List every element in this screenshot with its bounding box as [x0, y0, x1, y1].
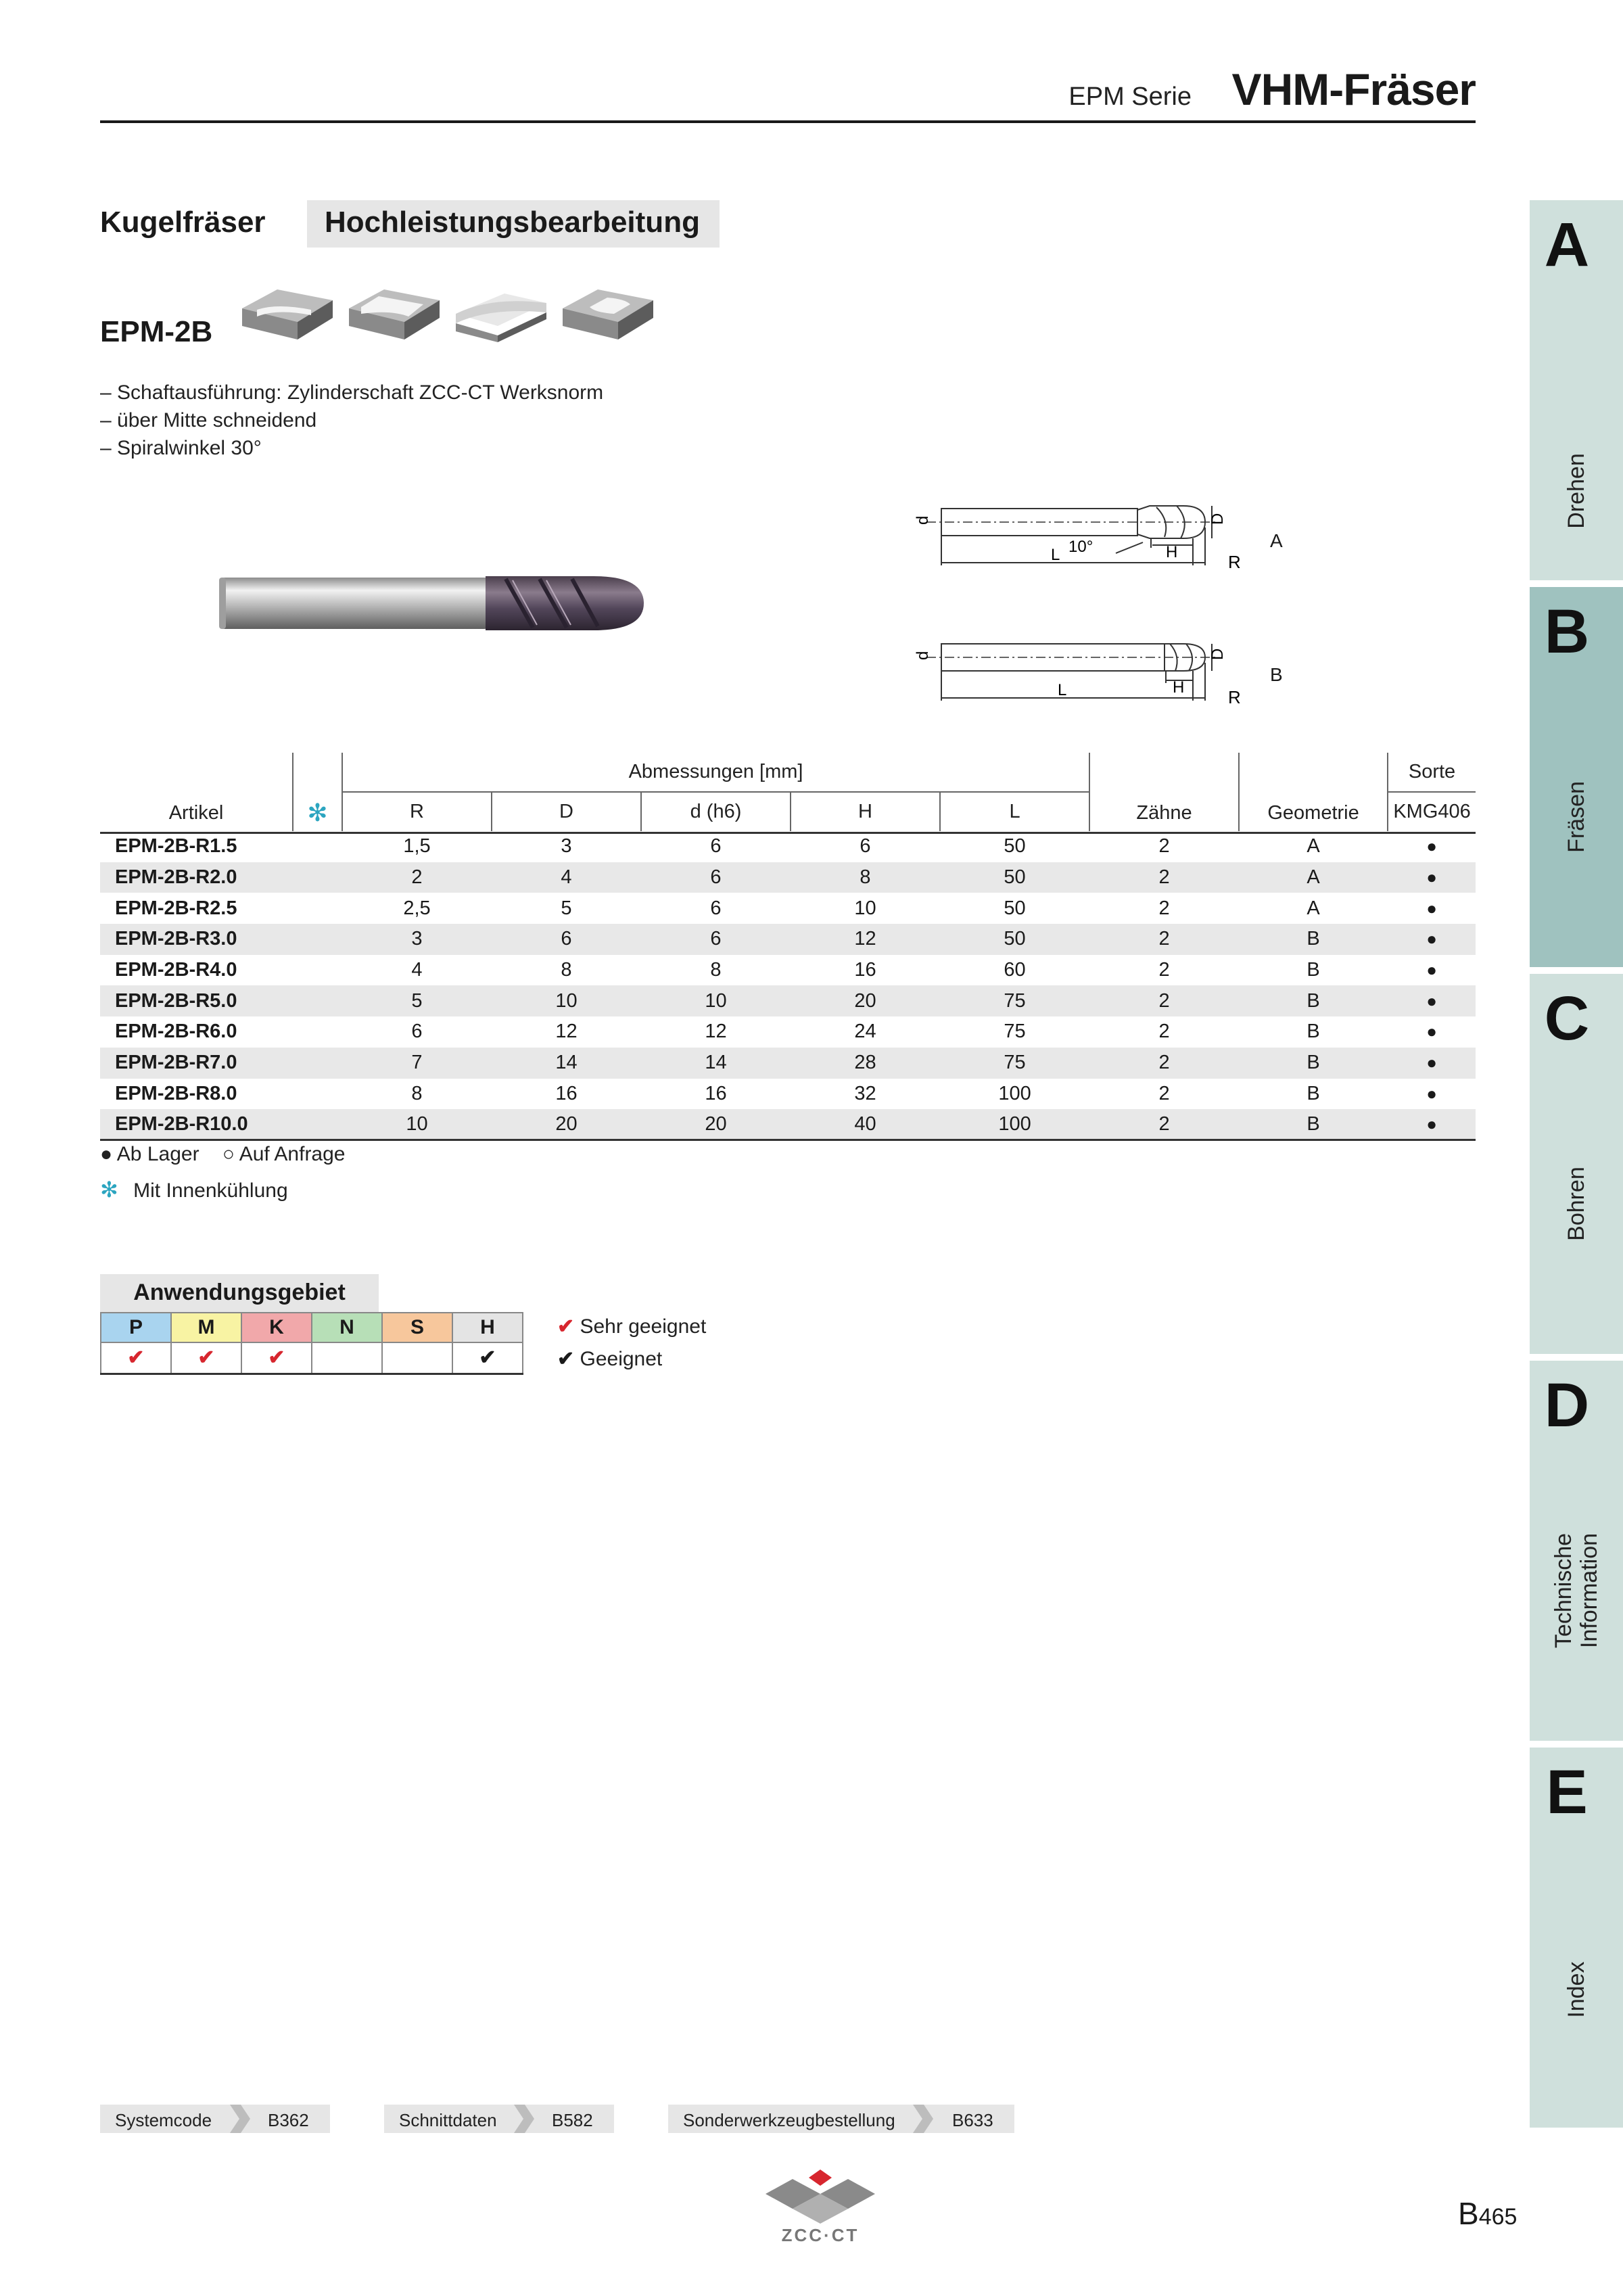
cell-geometry: B — [1239, 924, 1388, 955]
table-header-divider — [100, 832, 1476, 834]
cell-teeth: 2 — [1089, 924, 1239, 955]
cell-stock: ● — [1426, 1083, 1437, 1104]
cell-artikel: EPM-2B-R2.5 — [115, 897, 237, 919]
cell-artikel: EPM-2B-R8.0 — [115, 1082, 237, 1104]
table-row — [100, 955, 1476, 986]
cell-teeth: 2 — [1089, 985, 1239, 1016]
cell-D: 6 — [492, 924, 641, 955]
geometry-a-label: A — [1270, 530, 1283, 551]
article-table — [100, 753, 1476, 1141]
cell-stock: ● — [1388, 1048, 1476, 1079]
cell-teeth: 2 — [1158, 1082, 1170, 1104]
legend-cooling: Mit Innenkühlung — [133, 1179, 288, 1202]
application-table — [100, 1312, 523, 1375]
cell-artikel: EPM-2B-R4.0 — [115, 959, 237, 981]
cell-cooling — [293, 1109, 342, 1140]
col-header-artikel: Artikel — [168, 802, 224, 824]
cooling-icon: ✻ — [100, 1177, 118, 1202]
cell-d: 8 — [710, 959, 722, 981]
ball-end-mill-photo — [215, 563, 648, 644]
ref-page: B633 — [952, 2110, 993, 2130]
tab-label: Technische Information — [1551, 1532, 1602, 1649]
tab-technische-information[interactable] — [1530, 1361, 1623, 1741]
cell-cooling — [293, 985, 342, 1016]
cell-H: 40 — [791, 1109, 940, 1140]
legend-very-label: Sehr geeignet — [580, 1315, 707, 1338]
table-row — [100, 1048, 1476, 1079]
cell-cooling — [293, 1079, 342, 1110]
logo-text: ZCC·CT — [781, 2225, 860, 2245]
material-mark: ✔ — [452, 1342, 523, 1374]
cell-D: 14 — [492, 1048, 641, 1079]
material-group-p: P — [101, 1313, 171, 1342]
tab-letter: C — [1544, 984, 1590, 1053]
cell-D: 16 — [555, 1082, 578, 1104]
pocket-milling-icon — [557, 269, 659, 344]
material-group-h: H — [452, 1313, 523, 1342]
material-mark: ✔ — [241, 1342, 312, 1374]
page-title: VHM-Fräser — [1231, 64, 1476, 114]
table-row — [100, 1016, 1476, 1048]
cell-H: 8 — [791, 862, 940, 893]
cell-stock: ● — [1426, 836, 1437, 857]
table-row — [100, 1079, 1476, 1110]
dim-d-label: d — [914, 651, 932, 660]
angle-label: 10° — [1068, 538, 1093, 556]
cell-stock: ● — [1388, 862, 1476, 893]
cell-D: 12 — [555, 1021, 578, 1043]
dim-D-label: D — [1208, 513, 1227, 525]
slot-milling-icon — [237, 269, 338, 344]
material-group-s: S — [382, 1313, 452, 1342]
cell-geometry: B — [1307, 959, 1320, 981]
chevron-right-icon — [226, 2105, 253, 2133]
cell-R: 5 — [342, 985, 492, 1016]
cell-L: 75 — [1004, 1021, 1026, 1043]
table-row — [100, 831, 1476, 862]
cell-D: 5 — [561, 897, 572, 919]
legend-suitable — [557, 1347, 662, 1371]
ref-page: B582 — [552, 2110, 593, 2130]
feature-item: – Schaftausführung: Zylinderschaft ZCC-CT Werksnorm — [100, 381, 604, 404]
cell-teeth: 2 — [1158, 897, 1170, 919]
chevron-right-icon — [909, 2105, 936, 2133]
dim-D-label: D — [1208, 648, 1227, 660]
cell-geometry: B — [1239, 1109, 1388, 1140]
cell-L: 100 — [998, 1082, 1031, 1104]
cell-R: 1,5 — [403, 835, 431, 858]
cell-H: 10 — [854, 897, 876, 919]
col-header-H: H — [791, 792, 940, 831]
cell-L: 50 — [1004, 835, 1026, 858]
chevron-right-icon — [510, 2105, 537, 2133]
cell-R: 2 — [342, 862, 492, 893]
col-header-grade: KMG406 — [1388, 792, 1476, 831]
col-header-L: L — [940, 792, 1089, 831]
cell-d: 16 — [705, 1082, 727, 1104]
material-group-m: M — [171, 1313, 241, 1342]
contour-milling-icon — [450, 269, 552, 344]
zcc-ct-logo — [763, 2164, 878, 2245]
page-prefix: B — [1458, 2196, 1479, 2231]
legend-very-suitable — [557, 1315, 706, 1338]
cell-geometry: B — [1239, 1048, 1388, 1079]
legend-suitable-label: Geeignet — [580, 1348, 663, 1370]
product-badge: Hochleistungsbearbeitung — [307, 200, 720, 248]
material-mark: ✔ — [101, 1342, 171, 1374]
cell-stock: ● — [1426, 897, 1437, 918]
page-num: 465 — [1478, 2204, 1518, 2230]
check-red-icon: ✔ — [557, 1315, 575, 1338]
cell-geometry: B — [1239, 985, 1388, 1016]
dim-H-label: H — [1166, 543, 1178, 561]
legend-on-request: ○ Auf Anfrage — [222, 1143, 346, 1165]
cell-cooling — [293, 831, 342, 862]
cell-L: 50 — [940, 924, 1089, 955]
feature-item: – Spiralwinkel 30° — [100, 437, 262, 459]
series-name: EPM Serie — [1068, 83, 1192, 111]
ref-systemcode[interactable] — [100, 2105, 330, 2133]
cell-H: 20 — [791, 985, 940, 1016]
cell-cooling — [293, 924, 342, 955]
cell-geometry: B — [1307, 1082, 1320, 1104]
cell-artikel: EPM-2B-R7.0 — [100, 1048, 293, 1079]
ref-page: B362 — [268, 2110, 309, 2130]
ref-label: Sonderwerkzeugbestellung — [683, 2110, 895, 2130]
cell-D: 4 — [492, 862, 641, 893]
cell-d: 14 — [641, 1048, 791, 1079]
cell-teeth: 2 — [1089, 862, 1239, 893]
product-category: Kugelfräser — [100, 206, 266, 239]
feature-list — [100, 379, 603, 462]
drawing-geometry-a — [913, 500, 1265, 575]
dim-H-label: H — [1173, 678, 1185, 697]
cell-stock: ● — [1388, 924, 1476, 955]
cell-stock: ● — [1426, 960, 1437, 981]
tab-letter: B — [1544, 597, 1590, 666]
cell-d: 6 — [641, 924, 791, 955]
tab-label: Index — [1563, 1961, 1589, 2018]
tab-bohren[interactable] — [1530, 974, 1623, 1354]
col-header-cooling — [293, 753, 342, 831]
col-header-R: R — [342, 792, 492, 831]
material-mark — [312, 1342, 382, 1374]
col-header-D: D — [492, 792, 641, 831]
geometry-b-label: B — [1270, 664, 1283, 685]
cell-teeth: 2 — [1089, 1109, 1239, 1140]
cell-stock: ● — [1388, 985, 1476, 1016]
col-header-teeth: Zähne — [1089, 753, 1239, 831]
dim-R-label: R — [1228, 552, 1241, 572]
cell-R: 3 — [342, 924, 492, 955]
cell-L: 50 — [1004, 897, 1026, 919]
cell-teeth: 2 — [1089, 1048, 1239, 1079]
cell-artikel: EPM-2B-R3.0 — [100, 924, 293, 955]
cell-artikel: EPM-2B-R6.0 — [115, 1021, 237, 1043]
tab-label: Drehen — [1563, 453, 1589, 529]
material-group-n: N — [312, 1313, 382, 1342]
dim-L-label: L — [1051, 546, 1060, 564]
cell-d: 10 — [641, 985, 791, 1016]
cell-cooling — [293, 1048, 342, 1079]
cell-R: 2,5 — [403, 897, 431, 919]
cell-R: 8 — [411, 1082, 423, 1104]
cell-D: 8 — [561, 959, 572, 981]
stock-legend — [100, 1143, 346, 1166]
material-group-k: K — [241, 1313, 312, 1342]
page-number — [1458, 2195, 1517, 2232]
cell-teeth: 2 — [1158, 959, 1170, 981]
tab-fraesen[interactable] — [1530, 587, 1623, 967]
table-row — [100, 862, 1476, 893]
cell-stock: ● — [1426, 1021, 1437, 1042]
dim-R-label: R — [1228, 687, 1241, 707]
cell-R: 7 — [342, 1048, 492, 1079]
cell-d: 6 — [710, 835, 722, 858]
cell-L: 75 — [940, 1048, 1089, 1079]
table-row — [100, 985, 1476, 1016]
table-row — [100, 893, 1476, 924]
cell-L: 100 — [940, 1109, 1089, 1140]
cell-H: 32 — [854, 1082, 876, 1104]
table-row — [100, 924, 1476, 955]
cell-L: 60 — [1004, 959, 1026, 981]
tab-label: Bohren — [1563, 1167, 1589, 1241]
application-title: Anwendungsgebiet — [100, 1274, 379, 1312]
table-row — [100, 1109, 1476, 1140]
ref-label: Systemcode — [115, 2110, 212, 2130]
cell-H: 28 — [791, 1048, 940, 1079]
cell-artikel: EPM-2B-R2.0 — [100, 862, 293, 893]
tab-drehen[interactable] — [1530, 200, 1623, 580]
cell-D: 20 — [492, 1109, 641, 1140]
cell-teeth: 2 — [1158, 835, 1170, 858]
ref-schnittdaten[interactable] — [384, 2105, 614, 2133]
product-code: EPM-2B — [100, 315, 213, 348]
material-mark — [382, 1342, 452, 1374]
feature-item: – über Mitte schneidend — [100, 409, 317, 431]
cell-stock: ● — [1388, 1109, 1476, 1140]
cell-cooling — [293, 893, 342, 924]
cell-d: 20 — [641, 1109, 791, 1140]
col-header-geometry: Geometrie — [1239, 753, 1388, 831]
page-header — [100, 60, 1476, 123]
cell-geometry: B — [1307, 1021, 1320, 1043]
cell-artikel: EPM-2B-R10.0 — [100, 1109, 293, 1140]
dim-L-label: L — [1058, 681, 1067, 699]
cell-H: 24 — [854, 1021, 876, 1043]
legend-stock: ● Ab Lager — [100, 1143, 199, 1165]
cooling-icon: ✻ — [307, 799, 328, 826]
cell-teeth: 2 — [1158, 1021, 1170, 1043]
cell-d: 6 — [710, 897, 722, 919]
cell-D: 3 — [561, 835, 572, 858]
cell-L: 50 — [940, 862, 1089, 893]
col-header-dimensions: Abmessungen [mm] — [342, 753, 1089, 792]
tab-label: Fräsen — [1563, 781, 1589, 853]
cell-geometry: A — [1239, 862, 1388, 893]
check-black-icon: ✔ — [557, 1348, 575, 1370]
tab-letter: E — [1546, 1758, 1588, 1827]
cell-artikel: EPM-2B-R1.5 — [115, 835, 237, 858]
groove-milling-icon — [344, 269, 445, 344]
cell-L: 75 — [940, 985, 1089, 1016]
ref-sonderwerkzeugbestellung[interactable] — [668, 2105, 1014, 2133]
cell-cooling — [293, 862, 342, 893]
cooling-legend — [100, 1177, 288, 1202]
dim-d-label: d — [914, 515, 932, 525]
drawing-geometry-b — [913, 636, 1265, 710]
cell-R: 10 — [342, 1109, 492, 1140]
material-mark: ✔ — [171, 1342, 241, 1374]
ref-label: Schnittdaten — [399, 2110, 497, 2130]
cell-H: 12 — [791, 924, 940, 955]
cell-artikel: EPM-2B-R5.0 — [100, 985, 293, 1016]
tab-letter: A — [1544, 210, 1590, 279]
cell-d: 12 — [705, 1021, 727, 1043]
cell-R: 4 — [411, 959, 423, 981]
cell-d: 6 — [641, 862, 791, 893]
cell-geometry: A — [1307, 897, 1320, 919]
col-header-sorte: Sorte — [1388, 753, 1476, 792]
cell-geometry: A — [1307, 835, 1320, 858]
cell-H: 6 — [860, 835, 871, 858]
tab-letter: D — [1544, 1371, 1590, 1440]
cell-H: 16 — [854, 959, 876, 981]
col-header-d: d (h6) — [641, 792, 791, 831]
tab-index[interactable] — [1530, 1748, 1623, 2128]
cell-D: 10 — [492, 985, 641, 1016]
cell-cooling — [293, 955, 342, 986]
cell-R: 6 — [411, 1021, 423, 1043]
cell-cooling — [293, 1016, 342, 1048]
